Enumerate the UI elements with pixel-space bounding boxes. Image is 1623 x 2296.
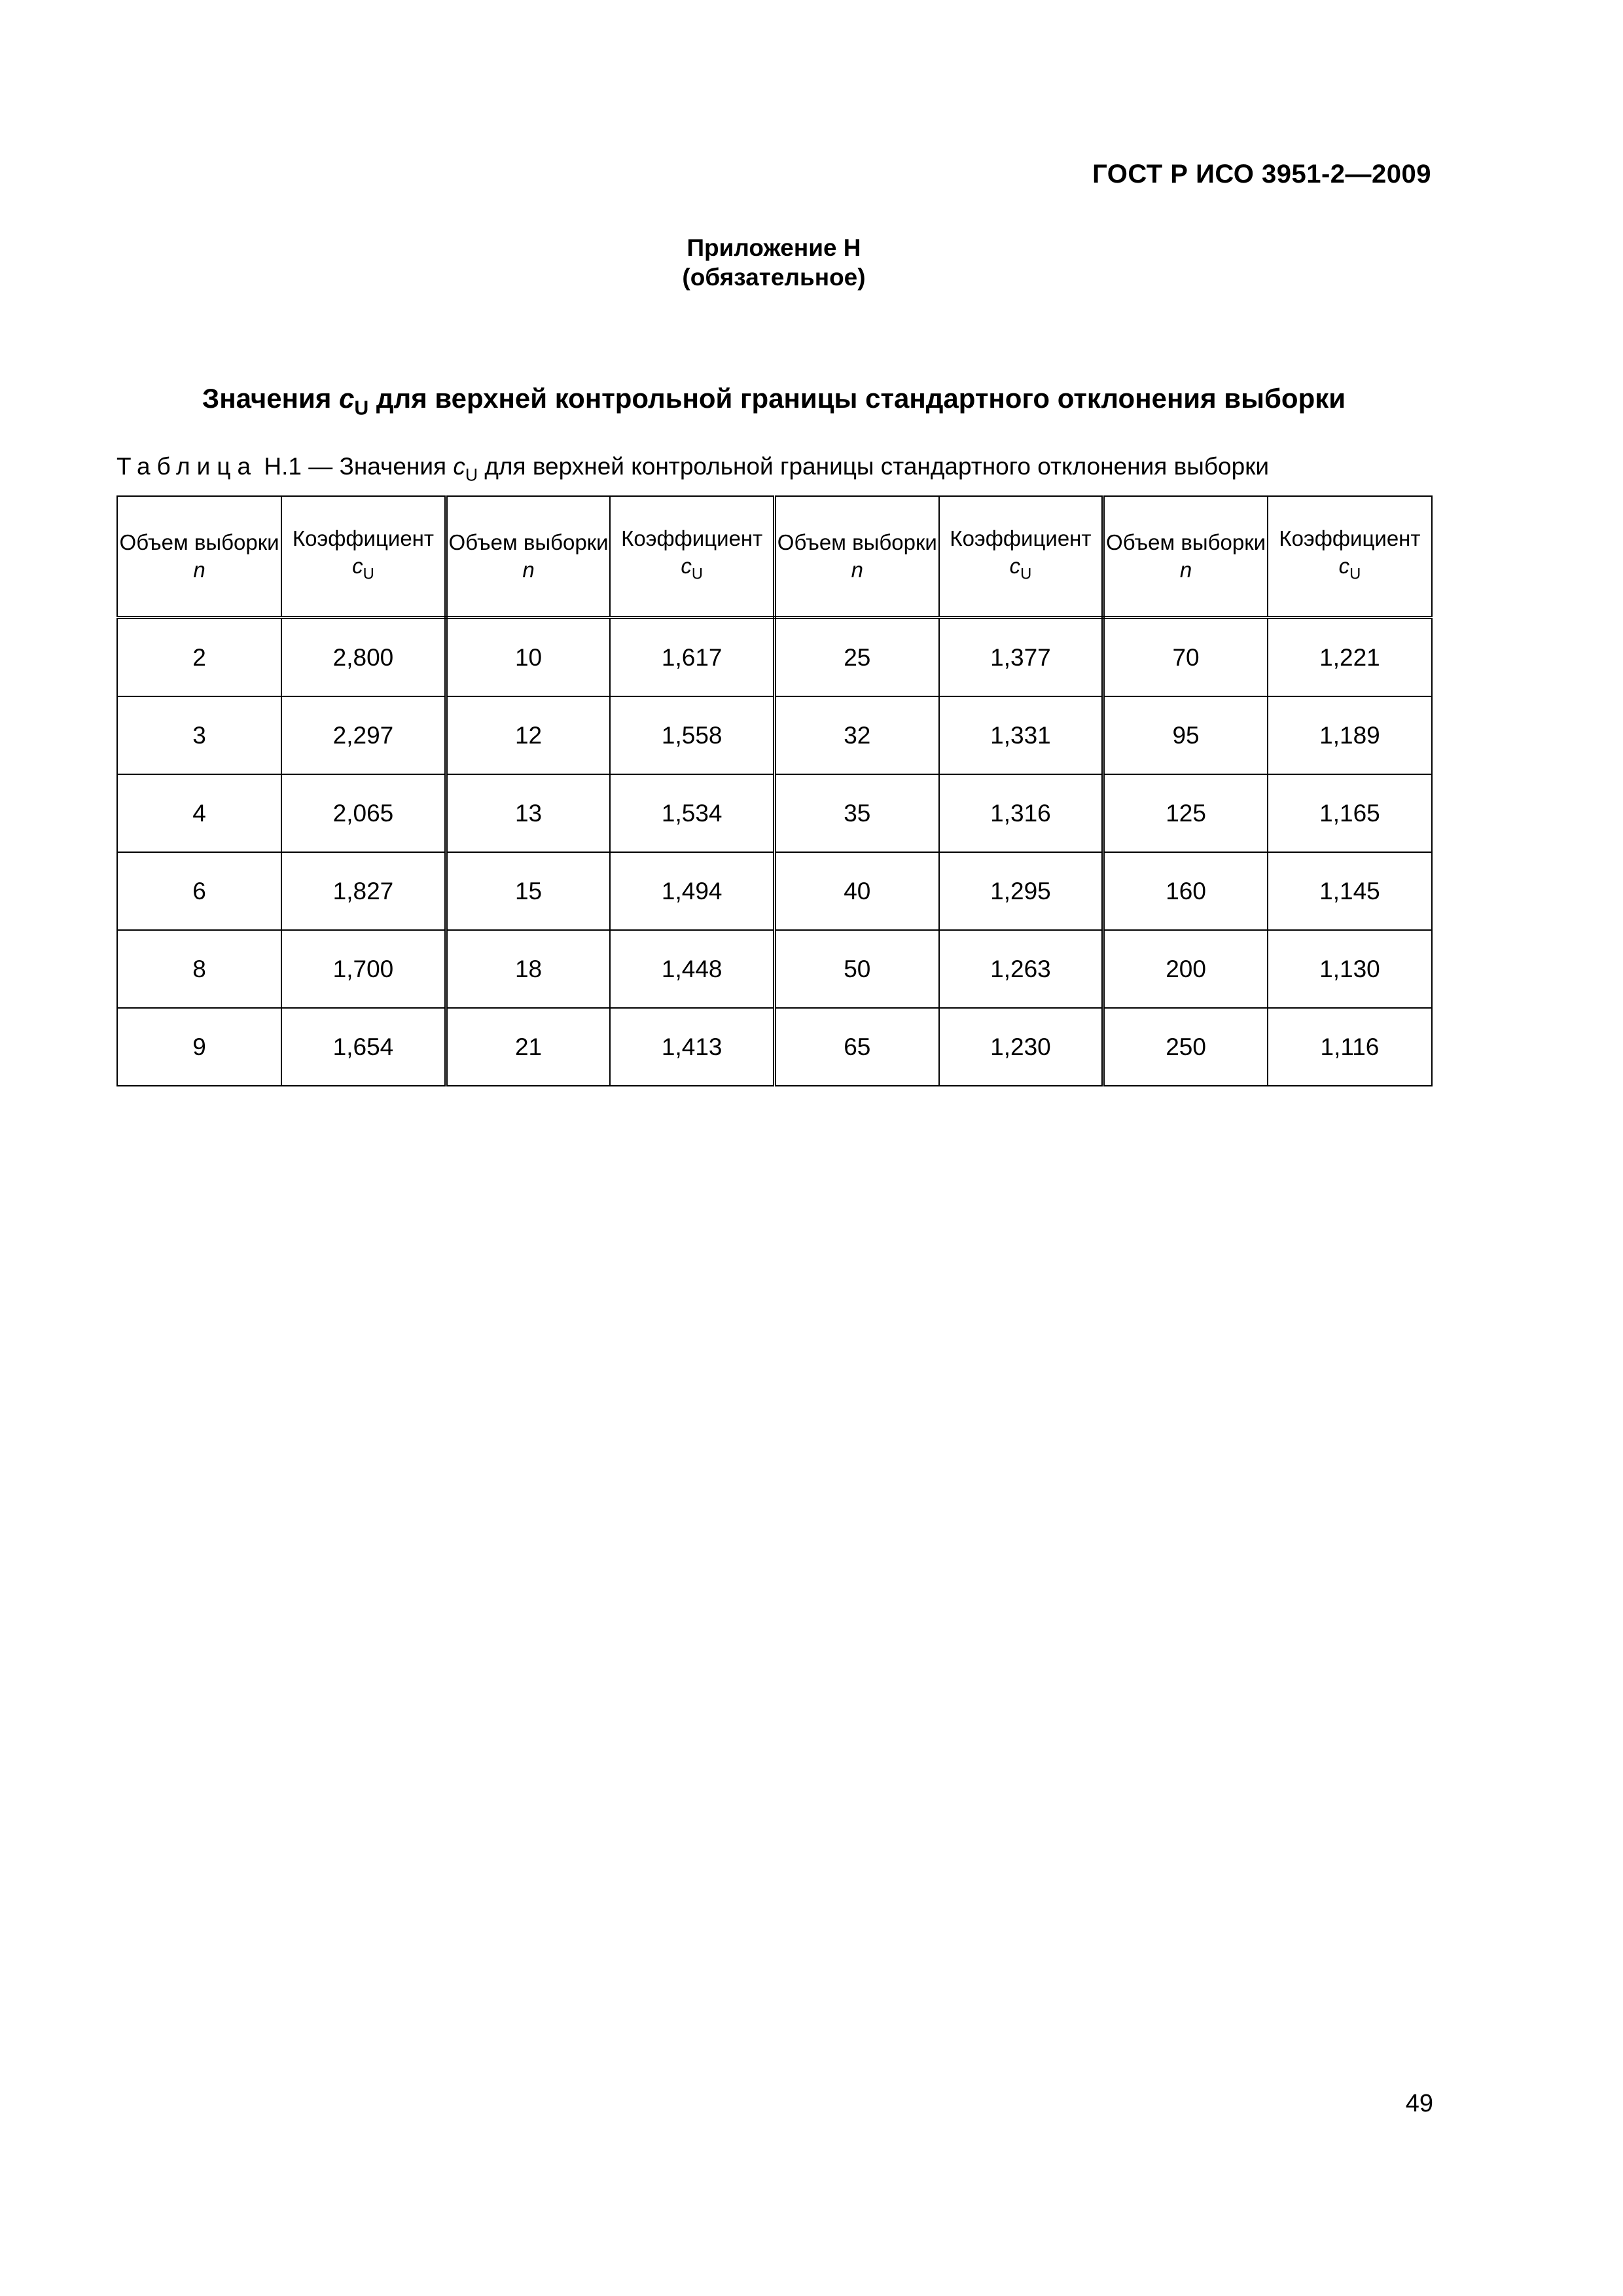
coefficient-cell: 1,316 xyxy=(939,774,1103,852)
coefficient-symbol-index: U xyxy=(691,565,704,583)
header-sample-size-text: Объем выборки xyxy=(777,530,937,554)
header-coefficient xyxy=(610,496,774,618)
header-sample-size-text: Объем выборки xyxy=(448,530,609,554)
header-sample-size-text: Объем выборки xyxy=(1106,530,1266,554)
coefficient-cell: 2,800 xyxy=(281,618,446,697)
sample-size-cell: 25 xyxy=(775,618,939,697)
caption-suffix: для верхней контрольной границы стандартного отклонения выборки xyxy=(478,453,1270,480)
coefficient-symbol: c xyxy=(1009,553,1021,578)
header-coefficient xyxy=(939,496,1103,618)
sample-size-cell: 18 xyxy=(446,930,610,1008)
sample-size-cell: 8 xyxy=(117,930,281,1008)
coefficient-symbol: c xyxy=(681,553,692,578)
heading-suffix: для верхней контрольной границы стандартного отклонения выборки xyxy=(368,383,1346,414)
caption-label: Таблица xyxy=(116,453,258,480)
sample-size-cell: 250 xyxy=(1103,1008,1268,1086)
sample-size-cell: 50 xyxy=(775,930,939,1008)
header-coefficient-symbol xyxy=(611,552,772,588)
header-sample-size-text: Объем выборки xyxy=(119,530,279,554)
coefficient-cell: 1,558 xyxy=(610,696,774,774)
coefficient-cell: 1,263 xyxy=(939,930,1103,1008)
sample-size-cell: 4 xyxy=(117,774,281,852)
sample-size-cell: 32 xyxy=(775,696,939,774)
header-coefficient-symbol xyxy=(283,552,444,588)
coefficient-cell: 1,295 xyxy=(939,852,1103,930)
header-sample-size-var: n xyxy=(851,558,863,582)
coefficient-cell: 1,700 xyxy=(281,930,446,1008)
coefficient-symbol-index: U xyxy=(1349,565,1361,583)
header-sample-size-var: n xyxy=(1179,558,1192,582)
header-coefficient-text: Коэффициент xyxy=(621,526,763,550)
coefficient-cell: 1,145 xyxy=(1268,852,1432,930)
coefficient-cell: 1,130 xyxy=(1268,930,1432,1008)
table-row xyxy=(117,774,1432,852)
table-row xyxy=(117,696,1432,774)
sample-size-cell: 200 xyxy=(1103,930,1268,1008)
sample-size-cell: 70 xyxy=(1103,618,1268,697)
header-coefficient-text: Коэффициент xyxy=(1279,526,1421,550)
header-coefficient-symbol xyxy=(940,552,1101,588)
section-heading xyxy=(0,383,1548,420)
header-sample-size xyxy=(775,496,939,618)
table-header-row xyxy=(117,496,1432,618)
coefficient-symbol-index: U xyxy=(1020,565,1032,583)
header-sample-size-var: n xyxy=(193,558,205,582)
header-sample-size-var: n xyxy=(522,558,535,582)
coefficient-cell: 2,065 xyxy=(281,774,446,852)
coefficient-symbol-index: U xyxy=(363,565,374,583)
caption-number: Н.1 — Значения xyxy=(257,453,454,480)
header-coefficient xyxy=(281,496,446,618)
sample-size-cell: 13 xyxy=(446,774,610,852)
header-sample-size xyxy=(446,496,610,618)
sample-size-cell: 125 xyxy=(1103,774,1268,852)
coefficient-cell: 1,230 xyxy=(939,1008,1103,1086)
heading-symbol-index: U xyxy=(354,397,369,420)
sample-size-cell: 12 xyxy=(446,696,610,774)
sample-size-cell: 21 xyxy=(446,1008,610,1086)
coefficient-cell: 2,297 xyxy=(281,696,446,774)
coefficient-cell: 1,377 xyxy=(939,618,1103,697)
coefficient-symbol: c xyxy=(1338,553,1350,578)
sample-size-cell: 15 xyxy=(446,852,610,930)
appendix-status: (обязательное) xyxy=(682,264,866,291)
cu-values-table xyxy=(116,495,1433,1086)
coefficient-cell: 1,654 xyxy=(281,1008,446,1086)
caption-symbol: c xyxy=(453,453,465,480)
caption-symbol-index: U xyxy=(465,465,478,485)
heading-symbol: c xyxy=(339,383,355,414)
coefficient-cell: 1,534 xyxy=(610,774,774,852)
coefficient-cell: 1,827 xyxy=(281,852,446,930)
sample-size-cell: 6 xyxy=(117,852,281,930)
header-sample-size xyxy=(1103,496,1268,618)
document-code: ГОСТ Р ИСО 3951-2—2009 xyxy=(1092,160,1431,188)
sample-size-cell: 65 xyxy=(775,1008,939,1086)
table-caption xyxy=(116,453,1269,485)
appendix-title xyxy=(0,233,1548,292)
table-row xyxy=(117,852,1432,930)
coefficient-cell: 1,331 xyxy=(939,696,1103,774)
table-body xyxy=(117,618,1432,1086)
header-coefficient-text: Коэффициент xyxy=(292,526,435,550)
sample-size-cell: 2 xyxy=(117,618,281,697)
sample-size-cell: 10 xyxy=(446,618,610,697)
header-coefficient-symbol xyxy=(1269,552,1431,588)
heading-prefix: Значения xyxy=(202,383,340,414)
page-number: 49 xyxy=(1405,2090,1433,2117)
header-sample-size xyxy=(117,496,281,618)
table-row xyxy=(117,1008,1432,1086)
sample-size-cell: 160 xyxy=(1103,852,1268,930)
table-row xyxy=(117,930,1432,1008)
sample-size-cell: 95 xyxy=(1103,696,1268,774)
coefficient-cell: 1,413 xyxy=(610,1008,774,1086)
header-coefficient-text: Коэффициент xyxy=(950,526,1092,550)
coefficient-cell: 1,189 xyxy=(1268,696,1432,774)
appendix-label: Приложение Н xyxy=(687,234,861,261)
sample-size-cell: 9 xyxy=(117,1008,281,1086)
coefficient-cell: 1,617 xyxy=(610,618,774,697)
coefficient-symbol: c xyxy=(352,553,363,578)
coefficient-cell: 1,494 xyxy=(610,852,774,930)
sample-size-cell: 35 xyxy=(775,774,939,852)
header-coefficient xyxy=(1268,496,1432,618)
coefficient-cell: 1,448 xyxy=(610,930,774,1008)
coefficient-cell: 1,165 xyxy=(1268,774,1432,852)
sample-size-cell: 3 xyxy=(117,696,281,774)
table-row xyxy=(117,618,1432,697)
coefficient-cell: 1,221 xyxy=(1268,618,1432,697)
sample-size-cell: 40 xyxy=(775,852,939,930)
coefficient-cell: 1,116 xyxy=(1268,1008,1432,1086)
